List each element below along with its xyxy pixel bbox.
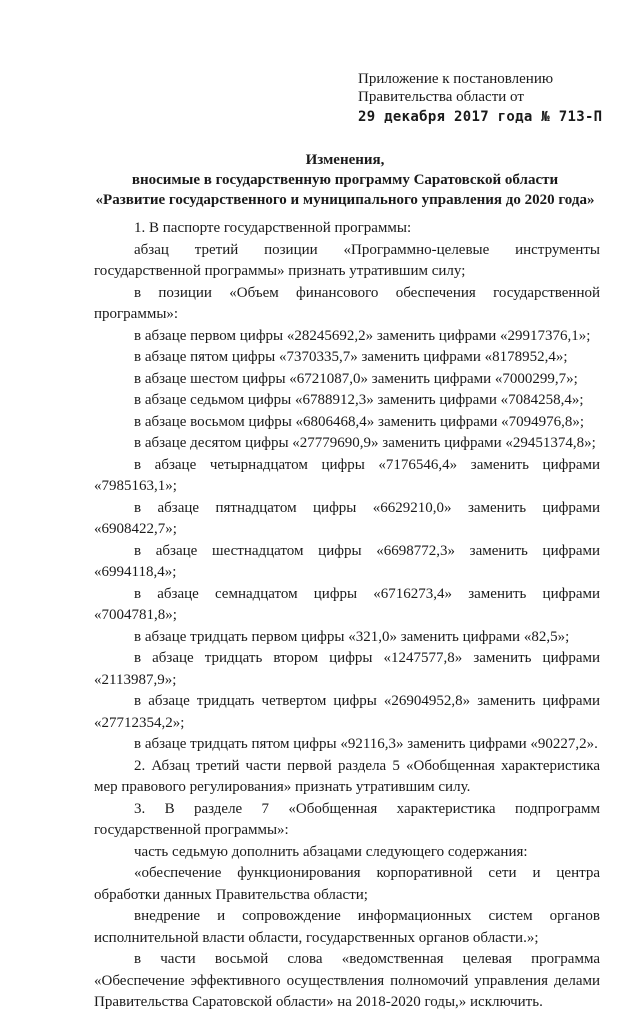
paragraph: часть седьмую дополнить абзацами следующего содержания: <box>134 843 528 860</box>
paragraph: в позиции «Объем финансового обеспечения государственной программы»: <box>94 284 600 322</box>
paragraph: в абзаце четырнадцатом цифры «7176546,4» заменить цифрами «7985163,1»; <box>94 456 600 494</box>
paragraph: в абзаце первом цифры «28245692,2» заменить цифрами «29917376,1»; <box>134 327 591 344</box>
date-number-stamp: 29 декабря 2017 года № 713-П <box>358 109 603 125</box>
paragraph: в абзаце тридцать втором цифры «1247577,8» заменить цифрами «2113987,9»; <box>94 650 600 688</box>
paragraph: в абзаце пятнадцатом цифры «6629210,0» заменить цифрами «6908422,7»; <box>94 499 600 537</box>
appendix-line-1: Приложение к постановлению <box>358 71 554 87</box>
paragraph: в абзаце восьмом цифры «6806468,4» заменить цифрами «7094976,8»; <box>134 413 585 430</box>
appendix-line-2: Правительства области от <box>358 89 524 105</box>
document-title <box>90 150 600 210</box>
paragraph: в абзаце шестнадцатом цифры «6698772,3» заменить цифрами «6994118,4»; <box>94 542 600 580</box>
paragraph: в абзаце пятом цифры «7370335,7» заменить цифрами «8178952,4»; <box>134 349 568 365</box>
paragraph: в части восьмой слова «ведомственная целевая программа «Обеспечение эффективного осуществления полномочий управления делами Правительства Саратовской области» на 2018-2020 годы,» исключить. <box>94 951 600 1010</box>
title-line-3: «Развитие государственного и муниципального управления до 2020 года» <box>95 192 595 208</box>
paragraph: в абзаце шестом цифры «6721087,0» заменить цифрами «7000299,7»; <box>134 370 578 387</box>
paragraph: в абзаце десятом цифры «27779690,9» заменить цифрами «29451374,8»; <box>134 435 596 451</box>
paragraph: 1. В паспорте государственной программы: <box>134 220 412 236</box>
paragraph: внедрение и сопровождение информационных систем органов исполнительной власти области, государственных органов области.»; <box>94 908 600 946</box>
paragraph: 2. Абзац третий части первой раздела 5 «Обобщенная характеристика мер правового регулирования» признать утратившим силу. <box>94 757 600 795</box>
paragraph: в абзаце тридцать пятом цифры «92116,3» заменить цифрами «90227,2». <box>134 736 598 752</box>
document-body <box>94 218 600 1014</box>
paragraph: «обеспечение функционирования корпоративной сети и центра обработки данных Правительства области; <box>94 865 600 903</box>
title-line-1: Изменения, <box>305 152 385 168</box>
paragraph: в абзаце семнадцатом цифры «6716273,4» заменить цифрами «7004781,8»; <box>94 585 600 623</box>
paragraph: в абзаце тридцать первом цифры «321,0» заменить цифрами «82,5»; <box>134 628 570 645</box>
paragraph: в абзаце седьмом цифры «6788912,3» заменить цифрами «7084258,4»; <box>134 392 584 408</box>
paragraph: в абзаце тридцать четвертом цифры «26904952,8» заменить цифрами «27712354,2»; <box>94 693 600 731</box>
appendix-header <box>358 70 602 126</box>
paragraph: абзац третий позиции «Программно-целевые инструменты государственной программы» признать утратившим силу; <box>94 241 600 279</box>
paragraph: 3. В разделе 7 «Обобщенная характеристика подпрограмм государственной программы»: <box>94 800 600 838</box>
title-line-2: вносимые в государственную программу Саратовской области <box>131 172 559 188</box>
